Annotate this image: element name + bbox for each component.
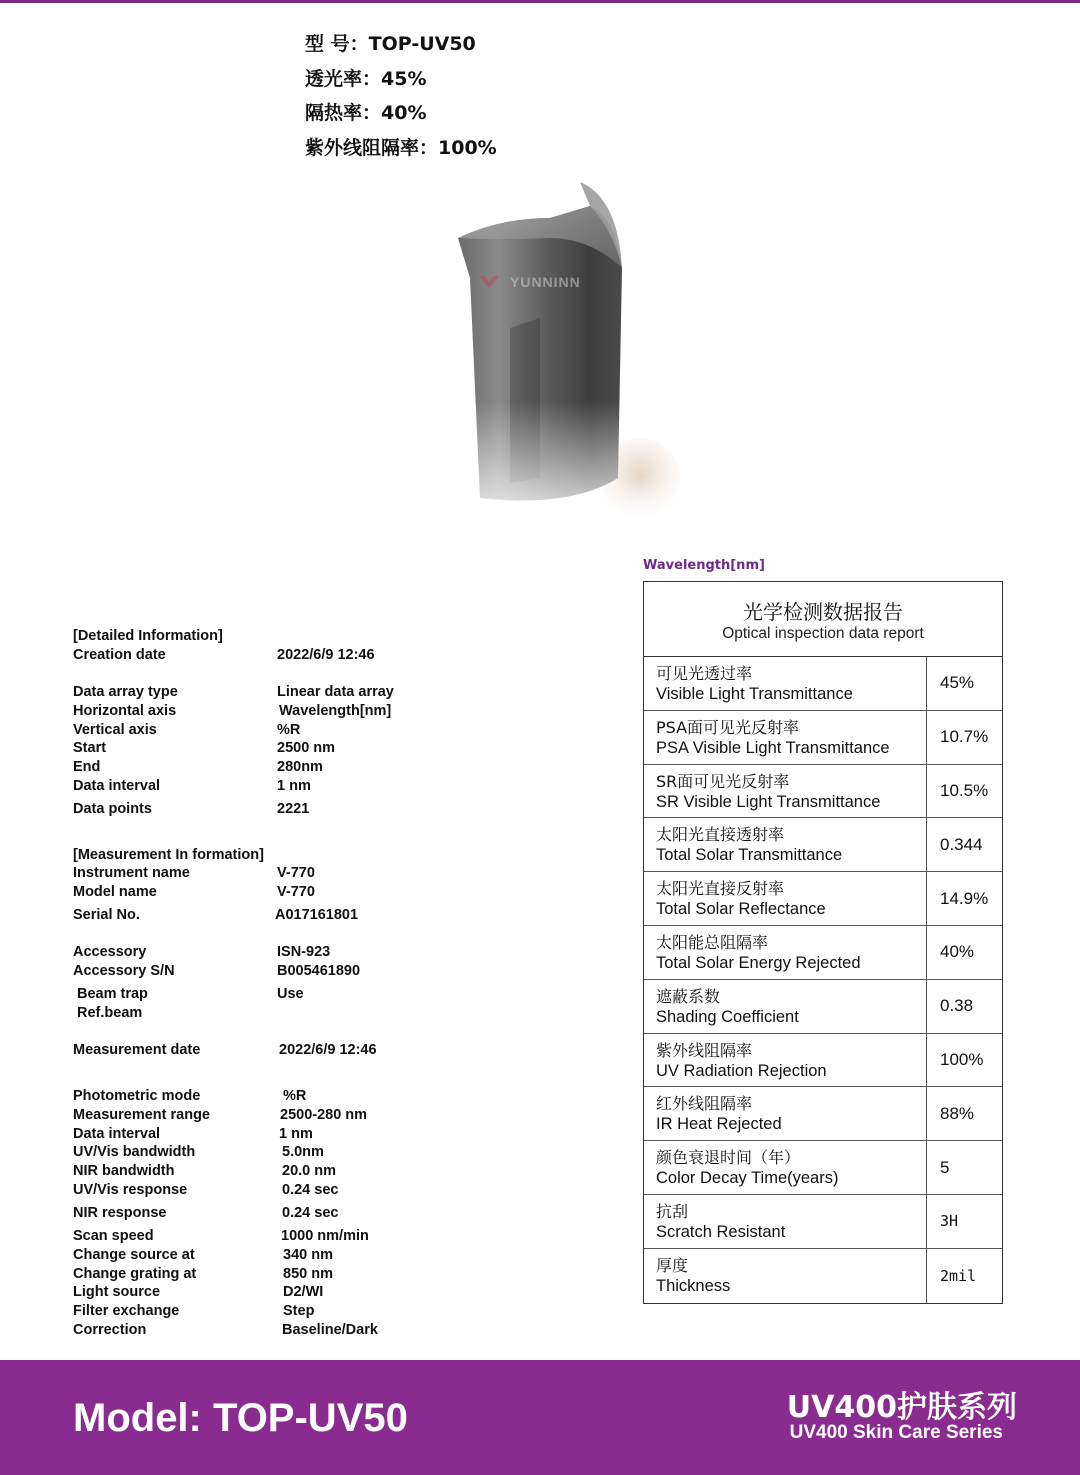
report-row-name (644, 765, 927, 818)
detail-label: Beam trap (77, 986, 148, 1002)
report-row-name-cn: 红外线阻隔率 (656, 1094, 753, 1114)
report-row (644, 657, 1002, 711)
detail-value: 2500 nm (277, 740, 336, 756)
detail-value: 2500-280 nm (280, 1107, 368, 1123)
report-row-value: 3H (940, 1212, 959, 1231)
detail-row (73, 1266, 553, 1285)
detail-value: 2022/6/9 12:46 (277, 647, 375, 663)
detail-label: Photometric mode (73, 1088, 201, 1104)
detail-value: 2221 (277, 801, 310, 817)
report-row-value: 2mil (940, 1266, 977, 1285)
detail-label: Light source (73, 1284, 161, 1300)
report-row-name (644, 872, 927, 925)
detail-value: %R (283, 1088, 307, 1104)
detail-label: Data interval (73, 1126, 161, 1142)
detail-row (73, 778, 553, 797)
detail-label: UV/Vis response (73, 1182, 188, 1198)
detail-row (73, 1228, 553, 1247)
report-row-name-en: IR Heat Rejected (656, 1115, 782, 1134)
detail-row (73, 1088, 553, 1107)
report-row (644, 818, 1002, 872)
report-row (644, 926, 1002, 980)
report-row-name-en: PSA Visible Light Transmittance (656, 738, 890, 757)
detail-value: 850 nm (283, 1266, 333, 1282)
detail-value: Baseline/Dark (282, 1322, 378, 1338)
detail-value: 280nm (277, 759, 323, 775)
report-row-name-cn: PSA面可见光反射率 (656, 717, 800, 737)
report-row-name-en: Color Decay Time(years) (656, 1169, 839, 1188)
spec-summary (305, 30, 497, 168)
report-row-name-cn: SR面可见光反射率 (656, 771, 790, 791)
detail-label: [Measurement In formation] (73, 847, 264, 863)
detail-label: Scan speed (73, 1228, 154, 1244)
detail-label: NIR response (73, 1205, 167, 1221)
detail-label: End (73, 759, 101, 775)
spec-heat-rejection: 隔热率：40% (305, 102, 427, 124)
report-row-name-en: Thickness (656, 1276, 731, 1295)
detail-value: B005461890 (277, 963, 361, 979)
detail-row (73, 1247, 553, 1266)
detail-label: Accessory (73, 944, 147, 960)
detail-row (73, 1205, 553, 1224)
report-row-value: 0.38 (940, 996, 974, 1016)
detail-label: Horizontal axis (73, 703, 177, 719)
report-row (644, 1087, 1002, 1141)
detail-label: Accessory S/N (73, 963, 175, 979)
report-row-value: 88% (940, 1103, 975, 1123)
report-row-name-en: Total Solar Transmittance (656, 846, 843, 865)
report-row-value: 45% (940, 673, 975, 693)
report-row (644, 1195, 1002, 1249)
detail-value: D2/WI (283, 1284, 324, 1300)
report-row-name-cn: 颜色衰退时间（年） (656, 1148, 801, 1168)
report-row-name-en: Scratch Resistant (656, 1222, 786, 1241)
report-row-name (644, 1195, 927, 1248)
report-row-name (644, 818, 927, 871)
report-row (644, 711, 1002, 765)
report-row-value: 0.344 (940, 834, 983, 854)
report-row-name-cn: 紫外线阻隔率 (656, 1040, 753, 1060)
detail-label: Measurement date (73, 1042, 201, 1058)
detail-label: Serial No. (73, 907, 140, 923)
detail-row (73, 759, 553, 778)
detail-row (73, 647, 553, 666)
report-row (644, 1249, 1002, 1303)
spec-model: 型 号：TOP-UV50 (305, 33, 476, 55)
report-row-name-cn: 太阳能总阻隔率 (656, 932, 769, 952)
detail-value: Use (277, 986, 304, 1002)
detail-row (73, 847, 553, 866)
detail-row (73, 703, 553, 722)
report-row-name-cn: 遮蔽系数 (656, 986, 721, 1006)
report-row-name-en: UV Radiation Rejection (656, 1061, 827, 1080)
detail-value: Linear data array (277, 684, 394, 700)
detail-row (73, 1322, 553, 1341)
report-row-name (644, 711, 927, 764)
report-row-value: 5 (940, 1157, 950, 1177)
report-row-name-en: Visible Light Transmittance (656, 685, 853, 703)
detail-row (73, 963, 553, 982)
detail-value: 0.24 sec (282, 1205, 339, 1221)
report-row (644, 1034, 1002, 1088)
detail-label: Data interval (73, 778, 161, 794)
detail-row (73, 986, 553, 1005)
detail-label: NIR bandwidth (73, 1163, 175, 1179)
detail-label: Data array type (73, 684, 178, 700)
report-row-name-cn: 太阳光直接反射率 (656, 879, 785, 899)
report-row-name (644, 1141, 927, 1194)
report-row-name (644, 1249, 927, 1303)
report-row-name (644, 1034, 927, 1087)
report-row-value: 100% (940, 1049, 984, 1069)
detail-row (73, 1107, 553, 1126)
report-row-value: 10.5% (940, 780, 989, 800)
detail-row (73, 1126, 553, 1145)
report-row (644, 872, 1002, 926)
detail-row (73, 884, 553, 903)
detail-label: Ref.beam (77, 1005, 143, 1021)
detail-row (73, 628, 553, 647)
spec-uv-rejection: 紫外线阻隔率：100% (305, 136, 497, 159)
detail-value: V-770 (277, 865, 315, 881)
footer-model: Model: TOP-UV50 (73, 1396, 408, 1440)
film-roll-illustration (440, 178, 680, 538)
report-row-name-en: Total Solar Energy Rejected (656, 953, 861, 972)
detail-row (73, 1005, 553, 1024)
footer-series-cn: UV400护肤系列 (786, 1390, 1017, 1425)
detail-label: Vertical axis (73, 722, 157, 738)
report-row (644, 765, 1002, 819)
top-accent-line (0, 0, 1080, 3)
detail-row (73, 1182, 553, 1201)
detail-value: V-770 (277, 884, 315, 900)
brand-logo-icon (478, 274, 500, 290)
detail-row (73, 907, 553, 926)
product-image-film-roll (440, 178, 680, 538)
report-row-value: 40% (940, 942, 975, 962)
detail-row (73, 1284, 553, 1303)
report-row-value: 14.9% (940, 888, 989, 908)
detail-row (73, 1163, 553, 1182)
detail-value: Wavelength[nm] (279, 703, 392, 719)
detail-row (73, 1303, 553, 1322)
detail-value: Step (283, 1303, 315, 1319)
detail-value: 5.0nm (282, 1144, 324, 1160)
detail-row (73, 722, 553, 741)
report-title-cn: 光学检测数据报告 (743, 600, 903, 624)
detail-row (73, 1042, 553, 1061)
report-row-name (644, 657, 927, 710)
wavelength-label: Wavelength[nm] (643, 558, 765, 573)
report-row-name (644, 1087, 927, 1140)
detail-value: 1 nm (277, 778, 311, 794)
optical-report-table (643, 581, 1003, 1304)
report-row-name-en: SR Visible Light Transmittance (656, 792, 881, 811)
detail-row (73, 684, 553, 703)
footer-series-en: UV400 Skin Care Series (789, 1422, 1003, 1443)
detail-value: 1000 nm/min (281, 1228, 369, 1244)
detail-label: Model name (73, 884, 157, 900)
detail-row (73, 865, 553, 884)
report-row-name (644, 980, 927, 1033)
detail-label: Creation date (73, 647, 166, 663)
detail-label: Change source at (73, 1247, 195, 1263)
detail-row (73, 1144, 553, 1163)
detail-value: %R (277, 722, 301, 738)
detail-label: Measurement range (73, 1107, 210, 1123)
report-rows (644, 657, 1002, 1303)
report-row-name-cn: 抗刮 (656, 1201, 689, 1221)
detail-value: 0.24 sec (282, 1182, 339, 1198)
detail-value: ISN-923 (277, 944, 331, 960)
brand-logo-text: YUNNINN (510, 274, 581, 290)
report-row-name-en: Shading Coefficient (656, 1007, 799, 1026)
detail-row (73, 801, 553, 820)
report-row-name (644, 926, 927, 979)
detail-label: Instrument name (73, 865, 190, 881)
detail-label: [Detailed Information] (73, 628, 223, 644)
report-row-name-cn: 可见光透过率 (656, 664, 753, 683)
detail-value: 2022/6/9 12:46 (279, 1042, 377, 1058)
detail-value: 340 nm (283, 1247, 333, 1263)
report-header (644, 582, 1002, 657)
report-row-name-en: Total Solar Reflectance (656, 900, 826, 919)
detail-row (73, 740, 553, 759)
detail-label: UV/Vis bandwidth (73, 1144, 196, 1160)
detail-value: 20.0 nm (282, 1163, 336, 1179)
report-row (644, 980, 1002, 1034)
report-row (644, 1141, 1002, 1195)
report-row-name-cn: 厚度 (656, 1255, 689, 1275)
detail-label: Start (73, 740, 107, 756)
spec-transmittance: 透光率：45% (305, 67, 427, 90)
report-row-name-cn: 太阳光直接透射率 (656, 825, 785, 845)
detail-label: Data points (73, 801, 152, 817)
detail-label: Filter exchange (73, 1303, 180, 1319)
detail-value: 1 nm (279, 1126, 313, 1142)
detail-value: A017161801 (275, 907, 359, 923)
detail-label: Change grating at (73, 1266, 197, 1282)
report-row-value: 10.7% (940, 727, 989, 747)
detail-label: Correction (73, 1322, 147, 1338)
footer-banner (0, 1360, 1080, 1475)
detail-row (73, 944, 553, 963)
report-title-en: Optical inspection data report (722, 625, 924, 642)
